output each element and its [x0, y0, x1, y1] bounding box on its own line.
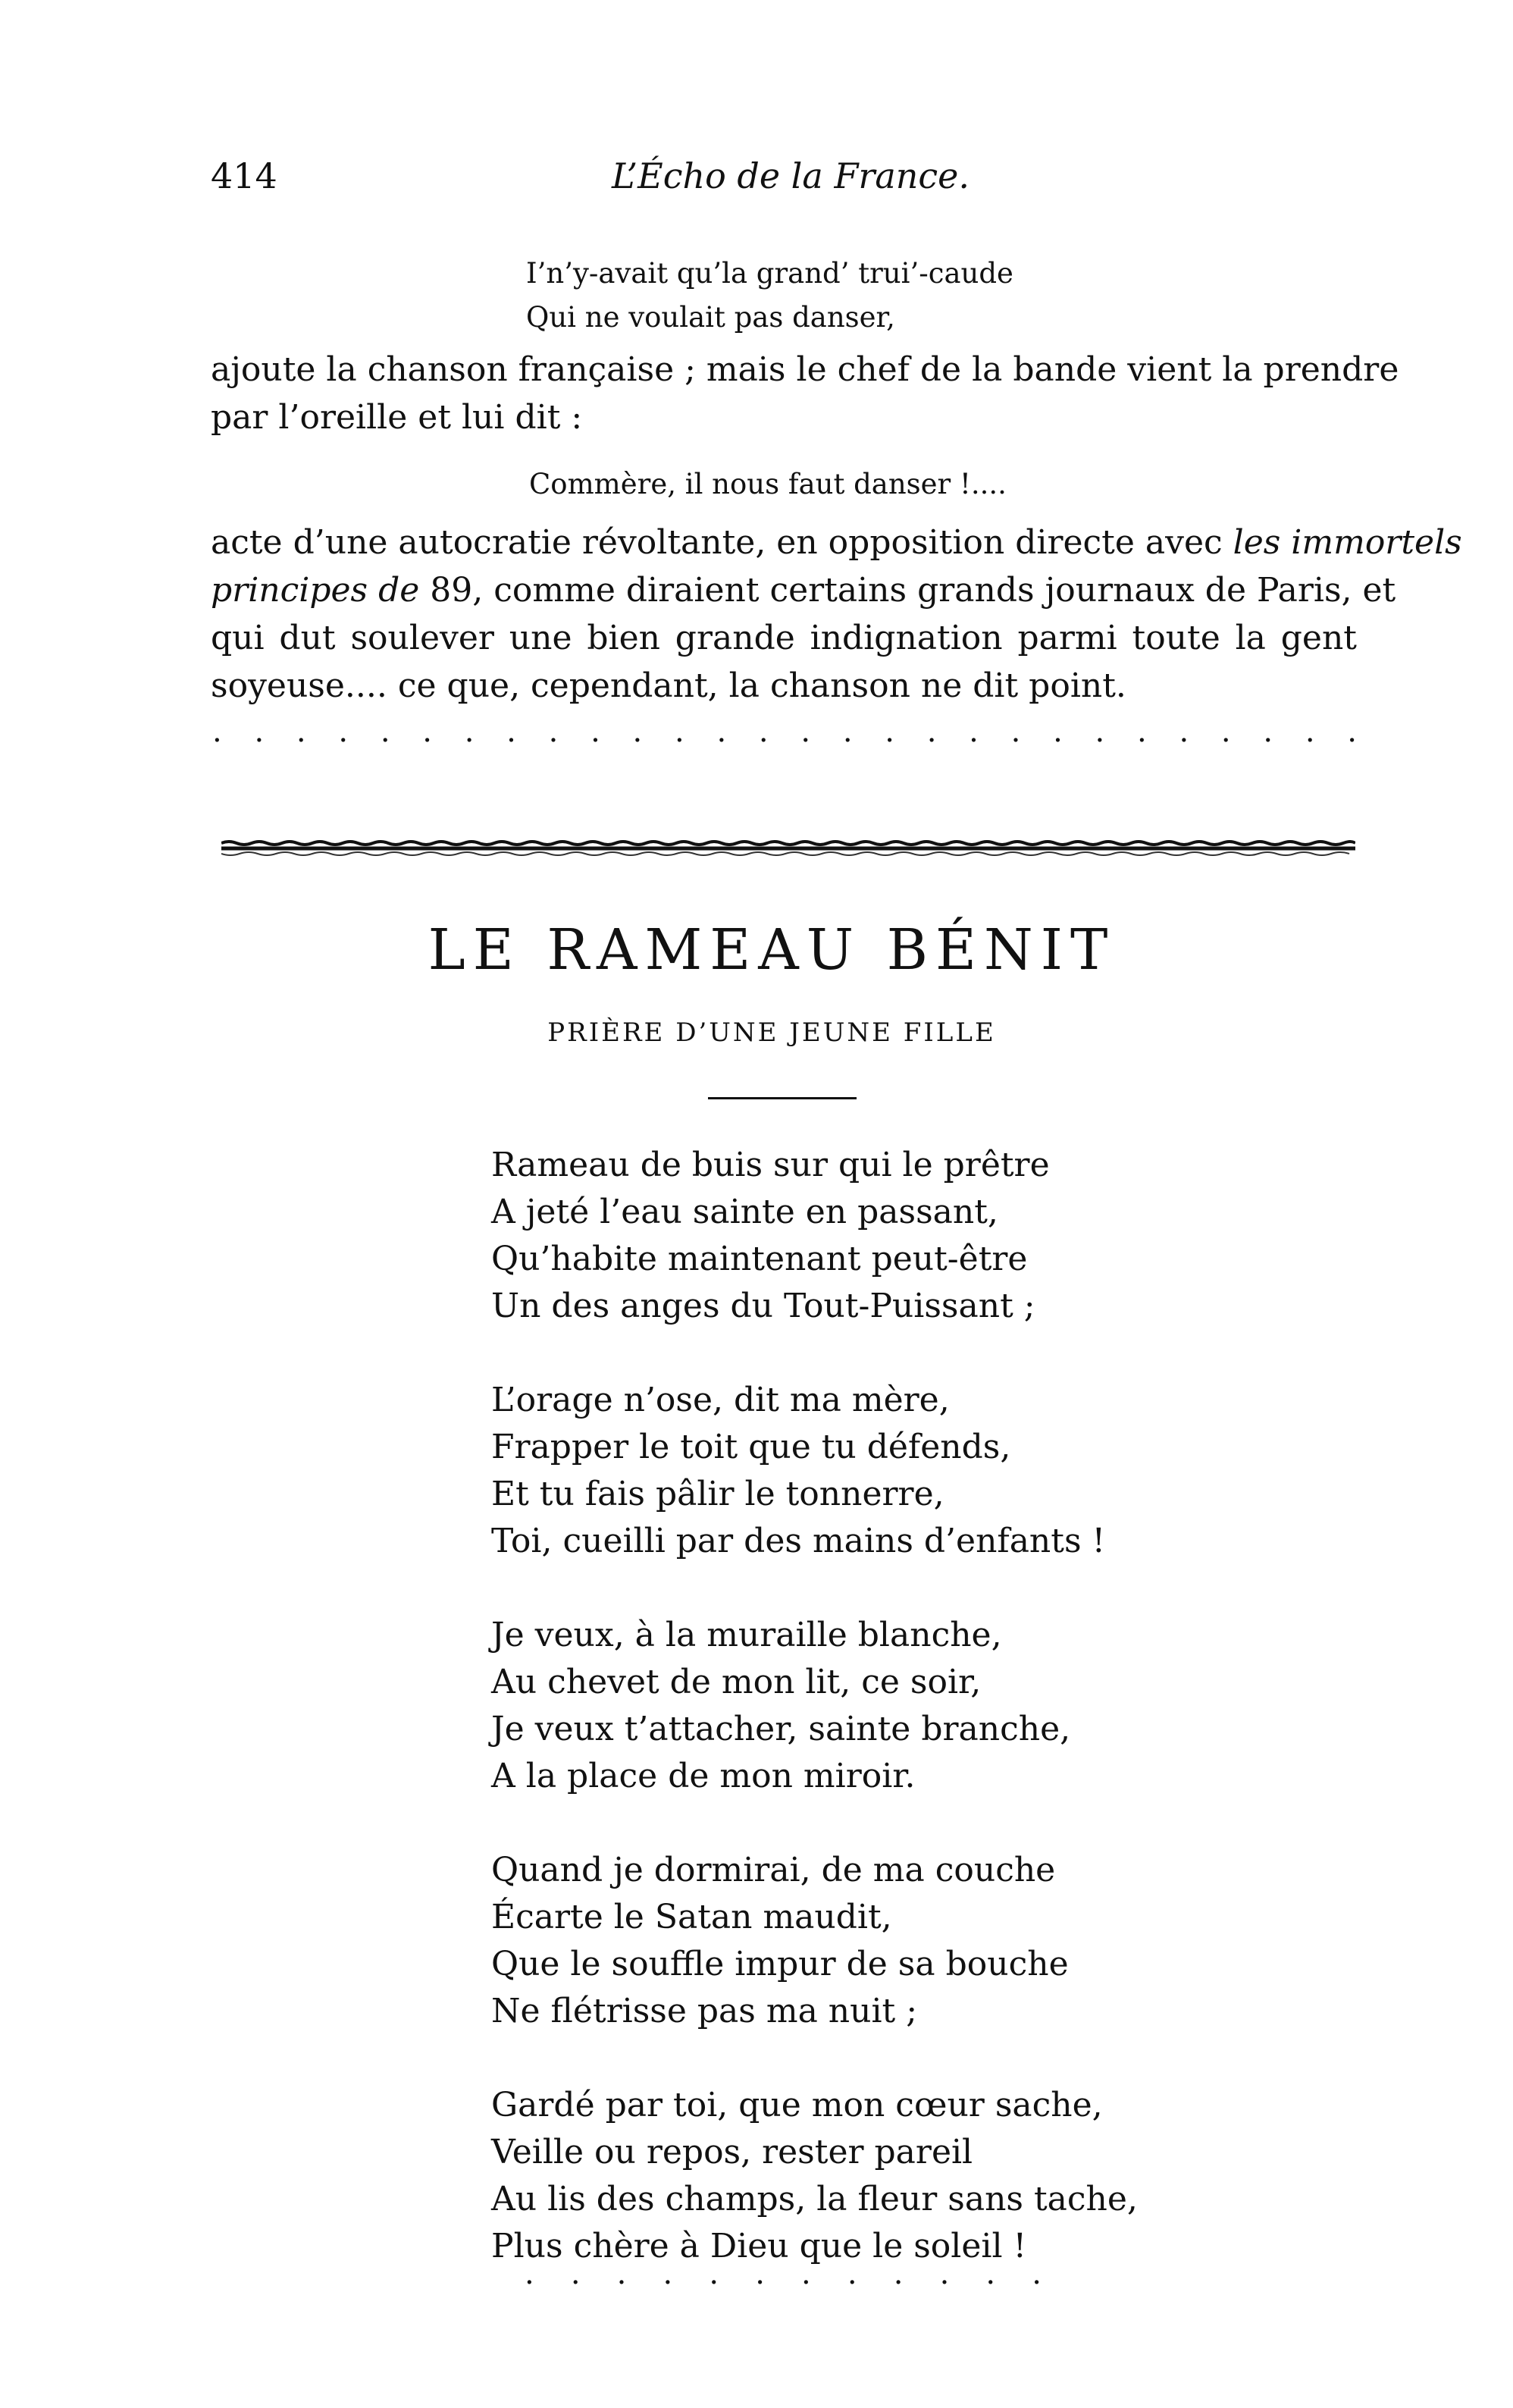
poem-subtitle: PRIÈRE D’UNE JEUNE FILLE [547, 1017, 996, 1048]
text-line: ajoute la chanson française ; mais le chef de la bande vient la prendre [211, 350, 1399, 389]
quote-line: Qui ne voulait pas danser, [526, 301, 895, 334]
italic-phrase: les immortels [1233, 523, 1462, 562]
italic-phrase: principes de [211, 571, 420, 610]
poem-line: Je veux, à la muraille blanche, [491, 1616, 1002, 1654]
poem-body [491, 1142, 1138, 2317]
poem-line: Qu’habite maintenant peut-être [491, 1240, 1028, 1278]
stanza [491, 1142, 1138, 1330]
poem-line: Frapper le toit que tu défends, [491, 1428, 1011, 1466]
poem-line: Ne flétrisse pas ma nuit ; [491, 1992, 918, 2030]
poem-line: L’orage n’ose, dit ma mère, [491, 1381, 950, 1419]
poem-line: Toi, cueilli par des mains d’enfants ! [491, 1522, 1106, 1560]
title-divider [708, 1097, 857, 1099]
text-line [211, 519, 1462, 566]
text-run: 89, comme diraient certains grands journaux de Paris, et [419, 571, 1396, 610]
text-line: soyeuse.... ce que, cependant, la chanson ne dit point. [211, 666, 1126, 705]
stanza [491, 1847, 1138, 2035]
paragraph-1 [211, 346, 1399, 441]
text-line [211, 566, 1396, 614]
ellipsis-row-top: . . . . . . . . . . . . . . . . . . . . . . . . . . . . [212, 714, 1357, 749]
poem-line: Veille ou repos, rester pareil [491, 2133, 973, 2171]
poem-line: Au chevet de mon lit, ce soir, [491, 1663, 982, 1701]
quote-line: Commère, il nous faut danser !.... [529, 468, 1007, 500]
poem-line: A la place de mon miroir. [491, 1757, 916, 1795]
poem-line: Que le souffle impur de sa bouche [491, 1945, 1069, 1983]
ellipsis-row-bottom: . . . . . . . . . . . . [525, 2256, 1042, 2291]
running-title: L’Écho de la France. [611, 155, 970, 196]
quote-block-2 [529, 462, 1007, 506]
text-line: par l’oreille et lui dit : [211, 398, 583, 437]
paragraph-2 [211, 519, 1462, 710]
poem-line: Au lis des champs, la fleur sans tache, [491, 2180, 1138, 2218]
poem-line: Rameau de buis sur qui le prêtre [491, 1146, 1050, 1184]
stanza [491, 1377, 1138, 1565]
page-number: 414 [211, 155, 277, 196]
poem-line: Plus chère à Dieu que le soleil ! [491, 2227, 1027, 2265]
stanza [491, 1612, 1138, 1800]
quote-line: I’n’y-avait qu’la grand’ trui’-caude [526, 257, 1013, 290]
text-line: qui dut soulever une bien grande indignation parmi toute la gent [211, 619, 1357, 657]
poem-line: Je veux t’attacher, sainte branche, [491, 1710, 1071, 1748]
poem-line: A jeté l’eau sainte en passant, [491, 1193, 998, 1231]
poem-title: LE RAMEAU BÉNIT [428, 917, 1116, 983]
ornamental-rule [221, 840, 1355, 857]
text-run: acte d’une autocratie révoltante, en opposition directe avec [211, 523, 1233, 562]
poem-line: Et tu fais pâlir le tonnerre, [491, 1475, 944, 1513]
poem-line: Gardé par toi, que mon cœur sache, [491, 2086, 1103, 2124]
quote-block-1 [526, 252, 1013, 340]
poem-line: Un des anges du Tout-Puissant ; [491, 1287, 1035, 1325]
poem-line: Quand je dormirai, de ma couche [491, 1851, 1056, 1889]
stanza [491, 2082, 1138, 2270]
poem-line: Écarte le Satan maudit, [491, 1898, 892, 1936]
